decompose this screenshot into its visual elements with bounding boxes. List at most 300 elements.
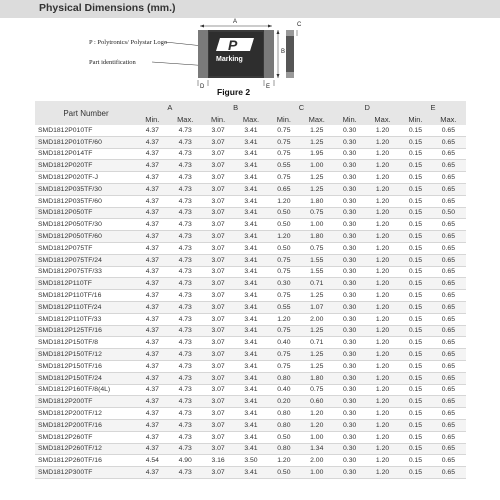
dimension-cell: 1.20 (299, 419, 334, 431)
dimension-cell: 1.20 (365, 325, 400, 337)
dimension-cell: 0.65 (431, 325, 466, 337)
dimension-cell: 3.07 (203, 396, 234, 408)
dimension-cell: 4.37 (137, 219, 168, 231)
dimension-cell: 3.41 (233, 325, 268, 337)
dimension-cell: 0.71 (299, 337, 334, 349)
dimension-a-label: A (233, 19, 238, 25)
dimension-cell: 1.20 (269, 231, 300, 243)
dimension-cell: 3.07 (203, 313, 234, 325)
dimension-cell: 1.25 (299, 172, 334, 184)
dimension-cell: 1.55 (299, 266, 334, 278)
dimension-cell: 3.07 (203, 148, 234, 160)
dimension-cell: 1.07 (299, 301, 334, 313)
dimension-cell: 3.07 (203, 467, 234, 479)
dimension-cell: 4.73 (168, 125, 203, 136)
dimension-cell: 0.71 (299, 278, 334, 290)
dimension-cell: 0.75 (299, 242, 334, 254)
dimension-cell: 3.07 (203, 136, 234, 148)
table-row (35, 125, 466, 136)
part-number-cell: SMD1812P020TF-J (35, 172, 137, 184)
dimension-cell: 4.90 (168, 455, 203, 467)
dimension-cell: 0.75 (269, 136, 300, 148)
dimension-cell: 0.15 (400, 266, 431, 278)
dimension-cell: 0.65 (431, 384, 466, 396)
dimension-cell: 4.73 (168, 242, 203, 254)
dimension-cell: 0.30 (334, 325, 365, 337)
dimension-cell: 1.00 (299, 431, 334, 443)
dimension-cell: 0.15 (400, 172, 431, 184)
dimension-cell: 0.15 (400, 254, 431, 266)
dimension-cell: 3.07 (203, 207, 234, 219)
dimension-cell: 0.30 (334, 242, 365, 254)
dimension-c-label: C (297, 22, 302, 28)
dimension-cell: 3.07 (203, 301, 234, 313)
dimension-cell: 0.30 (334, 219, 365, 231)
table-row (35, 431, 466, 443)
dimension-cell: 4.73 (168, 467, 203, 479)
dimension-b-label: B (281, 49, 286, 55)
table-row (35, 396, 466, 408)
dimension-cell: 3.41 (233, 396, 268, 408)
dimension-cell: 0.65 (431, 195, 466, 207)
part-number-cell: SMD1812P110TF/16 (35, 290, 137, 302)
dimension-cell: 3.07 (203, 183, 234, 195)
table-row (35, 183, 466, 195)
part-number-cell: SMD1812P075TF (35, 242, 137, 254)
dimension-cell: 1.00 (299, 160, 334, 172)
dimension-cell: 0.30 (334, 195, 365, 207)
dimension-cell: 1.55 (299, 254, 334, 266)
table-row (35, 301, 466, 313)
logo-label: P : Polytronics/ Polystar Logo (89, 39, 168, 46)
dimension-cell: 3.07 (203, 337, 234, 349)
group-header-a: A (137, 101, 203, 113)
part-number-cell: SMD1812P110TF (35, 278, 137, 290)
dimension-cell: 4.37 (137, 160, 168, 172)
dimension-cell: 3.41 (233, 431, 268, 443)
dimension-cell: 1.20 (365, 136, 400, 148)
dimension-cell: 4.37 (137, 349, 168, 361)
dimension-cell: 3.07 (203, 231, 234, 243)
section-title: Physical Dimensions (mm.) (39, 2, 176, 14)
dimension-cell: 0.80 (269, 408, 300, 420)
dimension-cell: 0.65 (431, 290, 466, 302)
dimension-cell: 4.37 (137, 443, 168, 455)
dimension-cell: 0.65 (431, 372, 466, 384)
table-row (35, 278, 466, 290)
dimension-cell: 1.20 (365, 467, 400, 479)
dimension-cell: 0.30 (334, 419, 365, 431)
dimension-cell: 0.65 (431, 419, 466, 431)
table-row (35, 419, 466, 431)
dimension-cell: 3.50 (233, 455, 268, 467)
dimension-cell: 4.37 (137, 278, 168, 290)
part-number-cell: SMD1812P150TF/16 (35, 360, 137, 372)
dimension-cell: 4.54 (137, 455, 168, 467)
dimension-cell: 0.65 (431, 349, 466, 361)
dimension-cell: 0.15 (400, 231, 431, 243)
dimension-cell: 3.41 (233, 148, 268, 160)
dimension-cell: 3.16 (203, 455, 234, 467)
dimension-cell: 0.75 (269, 254, 300, 266)
dimension-cell: 0.15 (400, 467, 431, 479)
dimension-cell: 0.15 (400, 419, 431, 431)
table-body (35, 125, 466, 478)
dimension-cell: 0.30 (334, 443, 365, 455)
dimension-cell: 3.41 (233, 337, 268, 349)
dimension-cell: 4.73 (168, 160, 203, 172)
dimension-cell: 0.30 (334, 125, 365, 136)
dimension-cell: 1.20 (299, 408, 334, 420)
dimension-cell: 0.65 (431, 231, 466, 243)
min-header: Min. (334, 113, 365, 125)
part-number-cell: SMD1812P125TF/16 (35, 325, 137, 337)
dimension-cell: 0.50 (431, 207, 466, 219)
dimension-cell: 4.37 (137, 231, 168, 243)
dimension-cell: 0.15 (400, 290, 431, 302)
part-number-cell: SMD1812P150TF/12 (35, 349, 137, 361)
dimension-cell: 0.65 (431, 254, 466, 266)
dimension-cell: 0.30 (334, 172, 365, 184)
group-header-b: B (203, 101, 269, 113)
dimension-cell: 4.73 (168, 431, 203, 443)
dimension-cell: 0.65 (431, 148, 466, 160)
dimension-cell: 3.07 (203, 254, 234, 266)
part-number-cell: SMD1812P110TF/24 (35, 301, 137, 313)
dimension-cell: 1.20 (365, 125, 400, 136)
dimension-cell: 0.30 (334, 254, 365, 266)
dimension-cell: 3.41 (233, 183, 268, 195)
dimension-cell: 0.65 (269, 183, 300, 195)
dimension-cell: 0.30 (334, 207, 365, 219)
dimension-cell: 1.20 (365, 254, 400, 266)
dimension-cell: 4.73 (168, 337, 203, 349)
part-number-cell: SMD1812P010TF/60 (35, 136, 137, 148)
dimension-cell: 3.41 (233, 219, 268, 231)
dimension-cell: 0.15 (400, 408, 431, 420)
dimension-cell: 3.41 (233, 195, 268, 207)
table-row (35, 372, 466, 384)
dimension-cell: 0.65 (431, 136, 466, 148)
table-group-header-row (35, 101, 466, 113)
dimension-cell: 1.80 (299, 195, 334, 207)
dimension-cell: 0.30 (334, 384, 365, 396)
min-header: Min. (137, 113, 168, 125)
table-row (35, 455, 466, 467)
table-row (35, 337, 466, 349)
dimension-cell: 0.75 (299, 384, 334, 396)
table-row (35, 254, 466, 266)
dimension-cell: 0.65 (431, 467, 466, 479)
dimension-cell: 0.30 (334, 360, 365, 372)
dimension-cell: 1.20 (365, 301, 400, 313)
dimension-cell: 0.50 (269, 219, 300, 231)
dimensions-table (35, 101, 466, 479)
dimension-cell: 4.73 (168, 231, 203, 243)
dimension-cell: 0.30 (334, 396, 365, 408)
dimension-cell: 1.20 (365, 148, 400, 160)
dimension-cell: 0.80 (269, 443, 300, 455)
dimension-cell: 4.73 (168, 172, 203, 184)
dimension-cell: 0.30 (334, 183, 365, 195)
dimension-cell: 1.00 (299, 467, 334, 479)
dimension-cell: 0.60 (299, 396, 334, 408)
table-row (35, 195, 466, 207)
dimension-cell: 4.73 (168, 254, 203, 266)
dimension-cell: 3.07 (203, 290, 234, 302)
part-number-cell: SMD1812P014TF (35, 148, 137, 160)
dimension-cell: 0.80 (269, 419, 300, 431)
part-number-cell: SMD1812P160TF/8(4L) (35, 384, 137, 396)
dimension-cell: 3.07 (203, 219, 234, 231)
table-row (35, 290, 466, 302)
part-number-cell: SMD1812P260TF/16 (35, 455, 137, 467)
dimension-cell: 0.30 (269, 278, 300, 290)
dimension-cell: 1.20 (365, 384, 400, 396)
dimension-cell: 1.25 (299, 183, 334, 195)
dimension-cell: 4.73 (168, 301, 203, 313)
table-row (35, 266, 466, 278)
dimension-cell: 4.73 (168, 278, 203, 290)
dimension-cell: 3.41 (233, 231, 268, 243)
dimension-cell: 1.20 (365, 431, 400, 443)
section-header (0, 0, 500, 18)
dimension-cell: 3.07 (203, 372, 234, 384)
dimension-cell: 0.30 (334, 278, 365, 290)
dimension-cell: 0.75 (269, 360, 300, 372)
dimension-cell: 4.37 (137, 337, 168, 349)
dimension-cell: 4.37 (137, 396, 168, 408)
part-number-cell: SMD1812P150TF/24 (35, 372, 137, 384)
dimension-cell: 0.75 (269, 148, 300, 160)
dimension-cell: 0.75 (269, 290, 300, 302)
dimension-cell: 0.15 (400, 325, 431, 337)
dimension-cell: 0.30 (334, 160, 365, 172)
dimension-cell: 4.73 (168, 136, 203, 148)
table-row (35, 148, 466, 160)
dimension-cell: 1.20 (365, 219, 400, 231)
dimension-cell: 0.30 (334, 148, 365, 160)
dimension-cell: 0.65 (431, 242, 466, 254)
dimension-cell: 4.73 (168, 148, 203, 160)
dimension-cell: 0.65 (431, 160, 466, 172)
dimension-cell: 4.37 (137, 301, 168, 313)
dimension-cell: 3.41 (233, 254, 268, 266)
dimension-cell: 1.20 (365, 266, 400, 278)
dimension-cell: 3.07 (203, 172, 234, 184)
dimension-cell: 0.15 (400, 313, 431, 325)
part-number-cell: SMD1812P050TF (35, 207, 137, 219)
dimension-cell: 0.65 (431, 219, 466, 231)
dimension-cell: 4.37 (137, 360, 168, 372)
dimension-cell: 4.73 (168, 195, 203, 207)
dimension-cell: 1.20 (365, 408, 400, 420)
dimension-cell: 0.65 (431, 431, 466, 443)
dimension-cell: 4.37 (137, 125, 168, 136)
figure-caption: Figure 2 (217, 87, 251, 97)
table-row (35, 313, 466, 325)
dimension-cell: 0.15 (400, 242, 431, 254)
max-header: Max. (168, 113, 203, 125)
dimension-cell: 1.20 (365, 419, 400, 431)
part-number-cell: SMD1812P050TF/30 (35, 219, 137, 231)
dimension-cell: 4.73 (168, 325, 203, 337)
dimension-cell: 4.73 (168, 290, 203, 302)
dimension-cell: 0.75 (269, 125, 300, 136)
dimension-cell: 3.07 (203, 278, 234, 290)
dimension-cell: 1.20 (269, 313, 300, 325)
dimension-cell: 0.75 (269, 172, 300, 184)
part-number-cell: SMD1812P035TF/30 (35, 183, 137, 195)
dimension-cell: 0.30 (334, 455, 365, 467)
dimension-cell: 4.37 (137, 313, 168, 325)
dimension-cell: 3.07 (203, 349, 234, 361)
dimension-cell: 0.65 (431, 301, 466, 313)
part-number-cell: SMD1812P075TF/24 (35, 254, 137, 266)
table-row (35, 349, 466, 361)
dimension-cell: 4.73 (168, 408, 203, 420)
dimension-cell: 0.30 (334, 231, 365, 243)
dimension-cell: 0.65 (431, 455, 466, 467)
dimension-cell: 3.07 (203, 160, 234, 172)
dimension-cell: 0.65 (431, 125, 466, 136)
part-identification-label: Part identification (89, 59, 136, 66)
dimension-cell: 0.30 (334, 290, 365, 302)
dimension-cell: 4.37 (137, 148, 168, 160)
table-row (35, 443, 466, 455)
max-header: Max. (233, 113, 268, 125)
dimension-cell: 0.15 (400, 455, 431, 467)
dimension-cell: 1.20 (365, 195, 400, 207)
part-number-cell: SMD1812P260TF (35, 431, 137, 443)
dimension-cell: 3.41 (233, 349, 268, 361)
dimension-cell: 0.55 (269, 301, 300, 313)
dimension-cell: 3.41 (233, 419, 268, 431)
part-number-cell: SMD1812P300TF (35, 467, 137, 479)
dimension-cell: 3.41 (233, 125, 268, 136)
dimension-cell: 0.15 (400, 136, 431, 148)
dimension-cell: 1.25 (299, 325, 334, 337)
dimension-cell: 0.40 (269, 384, 300, 396)
dimension-cell: 3.07 (203, 443, 234, 455)
dimension-cell: 0.30 (334, 337, 365, 349)
dimension-cell: 0.15 (400, 219, 431, 231)
dimension-cell: 3.41 (233, 160, 268, 172)
dimension-cell: 0.75 (269, 325, 300, 337)
dimension-cell: 1.00 (299, 219, 334, 231)
table-row (35, 136, 466, 148)
dimension-cell: 0.40 (269, 337, 300, 349)
dimension-cell: 0.15 (400, 160, 431, 172)
dimension-cell: 0.15 (400, 349, 431, 361)
dimension-cell: 0.15 (400, 183, 431, 195)
dimension-cell: 0.65 (431, 408, 466, 420)
dimension-cell: 4.73 (168, 219, 203, 231)
dimension-cell: 4.73 (168, 313, 203, 325)
dimension-cell: 3.41 (233, 408, 268, 420)
table-row (35, 467, 466, 479)
dimension-cell: 0.75 (299, 207, 334, 219)
max-header: Max. (431, 113, 466, 125)
dimension-cell: 4.37 (137, 467, 168, 479)
dimension-cell: 3.07 (203, 360, 234, 372)
part-number-cell: SMD1812P200TF/16 (35, 419, 137, 431)
dimension-cell: 3.07 (203, 195, 234, 207)
dimension-cell: 0.15 (400, 337, 431, 349)
dimension-cell: 1.80 (299, 372, 334, 384)
dimension-cell: 0.30 (334, 301, 365, 313)
table-row (35, 242, 466, 254)
dimension-cell: 1.20 (365, 349, 400, 361)
dimension-cell: 1.20 (365, 290, 400, 302)
dimension-cell: 0.50 (269, 431, 300, 443)
dimension-cell: 4.37 (137, 384, 168, 396)
dimension-cell: 4.37 (137, 266, 168, 278)
dimension-cell: 0.30 (334, 467, 365, 479)
dimension-cell: 0.15 (400, 443, 431, 455)
dimension-cell: 0.65 (431, 172, 466, 184)
group-header-e: E (400, 101, 466, 113)
dimension-cell: 0.65 (431, 313, 466, 325)
dimension-cell: 3.41 (233, 467, 268, 479)
group-header-d: D (334, 101, 400, 113)
part-number-cell: SMD1812P260TF/12 (35, 443, 137, 455)
dimension-cell: 0.65 (431, 183, 466, 195)
dimension-cell: 1.20 (269, 455, 300, 467)
dimension-cell: 0.30 (334, 313, 365, 325)
part-number-cell: SMD1812P020TF (35, 160, 137, 172)
dimension-cell: 2.00 (299, 455, 334, 467)
table-row (35, 160, 466, 172)
dimension-cell: 0.15 (400, 360, 431, 372)
dimension-cell: 4.37 (137, 254, 168, 266)
dimension-cell: 0.30 (334, 431, 365, 443)
dimension-cell: 3.41 (233, 290, 268, 302)
dimension-cell: 1.25 (299, 136, 334, 148)
dimension-cell: 1.20 (365, 231, 400, 243)
dimension-cell: 0.20 (269, 396, 300, 408)
dimension-cell: 0.15 (400, 278, 431, 290)
dimension-cell: 0.30 (334, 408, 365, 420)
dimension-cell: 3.41 (233, 136, 268, 148)
max-header: Max. (299, 113, 334, 125)
dimension-cell: 0.15 (400, 148, 431, 160)
dimension-cell: 0.65 (431, 337, 466, 349)
dimension-cell: 3.41 (233, 301, 268, 313)
dimension-cell: 4.73 (168, 384, 203, 396)
part-number-cell: SMD1812P050TF/60 (35, 231, 137, 243)
dimension-cell: 4.37 (137, 325, 168, 337)
dimension-cell: 1.20 (365, 313, 400, 325)
dimension-cell: 2.00 (299, 313, 334, 325)
dimension-cell: 1.20 (365, 372, 400, 384)
dimension-cell: 4.73 (168, 396, 203, 408)
dimension-cell: 0.15 (400, 195, 431, 207)
dimension-cell: 4.37 (137, 207, 168, 219)
dimension-cell: 4.73 (168, 183, 203, 195)
dimension-cell: 1.80 (299, 231, 334, 243)
dimension-cell: 4.73 (168, 349, 203, 361)
dimension-cell: 4.37 (137, 431, 168, 443)
dimension-cell: 0.15 (400, 384, 431, 396)
dimension-cell: 1.25 (299, 125, 334, 136)
dimension-cell: 3.41 (233, 278, 268, 290)
dimension-cell: 4.37 (137, 183, 168, 195)
dimension-cell: 0.55 (269, 160, 300, 172)
dimension-cell: 1.20 (365, 160, 400, 172)
dimension-cell: 4.73 (168, 207, 203, 219)
dimension-cell: 0.15 (400, 431, 431, 443)
